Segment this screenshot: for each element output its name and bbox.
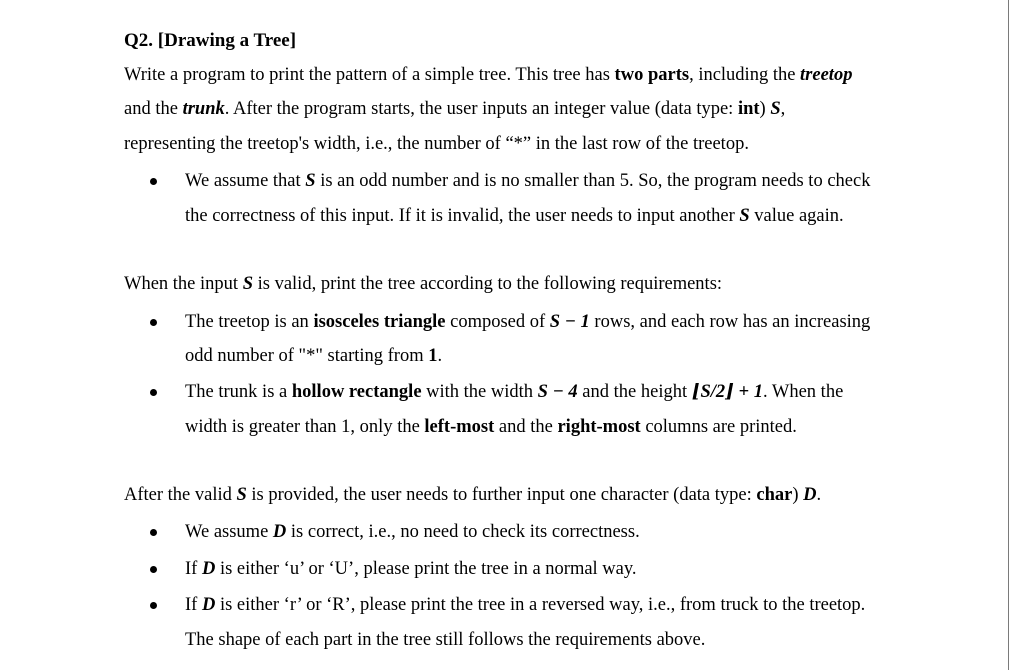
bullet-icon	[150, 389, 157, 396]
bullet-icon	[150, 529, 157, 536]
trunk-bullet-line-1: The trunk is a hollow rectangle with the width S − 4 and the height ⌊S/2⌋ + 1. When the	[185, 382, 844, 402]
page-border	[1008, 0, 1009, 670]
bullet-icon	[150, 178, 157, 185]
check-bullet-line-2: the correctness of this input. If it is invalid, the user needs to input another S value again.	[185, 206, 844, 226]
direction-bullet-3-line-1: If D is either ‘r’ or ‘R’, please print the tree in a reversed way, i.e., from truck to the treetop.	[185, 595, 866, 615]
bullet-icon	[150, 602, 157, 609]
treetop-bullet-line-1: The treetop is an isosceles triangle composed of S − 1 rows, and each row has an increasing	[185, 312, 871, 332]
direction-bullet-1: We assume D is correct, i.e., no need to check its correctness.	[185, 522, 640, 542]
direction-heading: After the valid S is provided, the user needs to further input one character (data type: char) D.	[124, 485, 822, 505]
check-bullet-line-1: We assume that S is an odd number and is no smaller than 5. So, the program needs to check	[185, 171, 871, 191]
trunk-bullet-line-2: width is greater than 1, only the left-most and the right-most columns are printed.	[185, 417, 797, 437]
bullet-icon	[150, 319, 157, 326]
intro-line-2: and the trunk. After the program starts, the user inputs an integer value (data type: int) S,	[124, 99, 786, 119]
treetop-bullet-line-2: odd number of "*" starting from 1.	[185, 346, 443, 366]
intro-line-1: Write a program to print the pattern of a simple tree. This tree has two parts, including the treetop	[124, 65, 853, 85]
direction-bullet-3-line-2: The shape of each part in the tree still follows the requirements above.	[185, 630, 706, 650]
bullet-icon	[150, 566, 157, 573]
valid-heading: When the input S is valid, print the tree according to the following requirements:	[124, 274, 723, 294]
direction-bullet-2: If D is either ‘u’ or ‘U’, please print the tree in a normal way.	[185, 559, 637, 579]
question-title: Q2. [Drawing a Tree]	[124, 30, 297, 51]
intro-line-3: representing the treetop's width, i.e., the number of “*” in the last row of the treetop.	[124, 134, 749, 154]
